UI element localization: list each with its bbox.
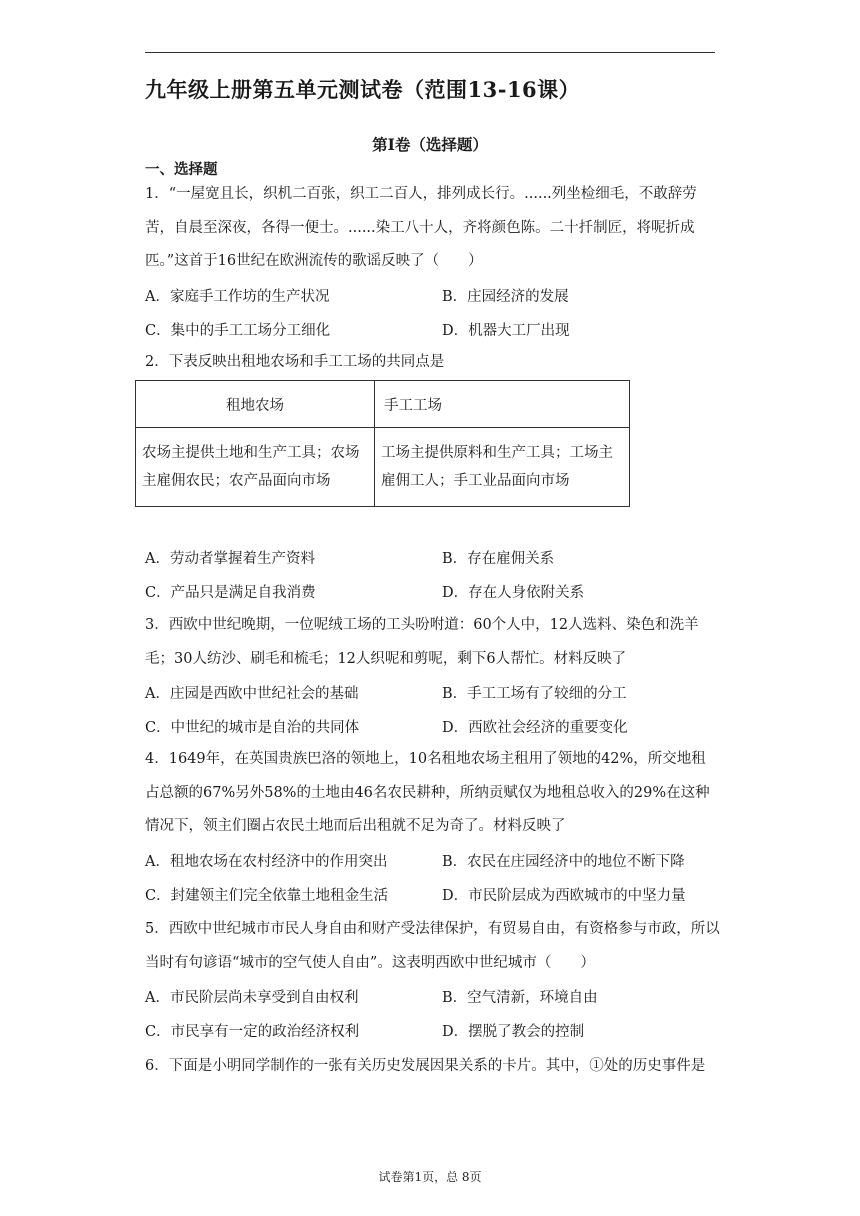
question-2-option-d: D．存在人身依附关系: [442, 584, 585, 601]
question-5-options: [145, 980, 720, 1047]
document-title: 九年级上册第五单元测试卷（范围13-16课）: [145, 77, 581, 102]
question-2-option-a: A．劳动者掌握着生产资料: [145, 551, 315, 568]
page-footer: 试卷第1页，总 8页: [378, 1170, 482, 1184]
question-1-stem: 1．“一屋宽且长，织机二百张，织工二百人，排列成长行。......列坐检细毛，不敢辞劳苦，自晨至深夜，各得一便士。......染工八十人，齐将颜色陈。二十扦制匠，将呢折成匹。”这首于16世纪在欧洲流传的歌谣反映了（ ）: [145, 186, 697, 269]
question-1-option-a: A．家庭手工作坊的生产状况: [145, 289, 330, 306]
question-2-stem: 2．下表反映出租地农场和手工工场的共同点是: [145, 354, 445, 370]
question-6-stem: 6．下面是小明同学制作的一张有关历史发展因果关系的卡片。其中，①处的历史事件是: [145, 1058, 706, 1074]
table-row: [136, 428, 630, 507]
top-rule: [145, 52, 715, 53]
question-5-option-d: D．摆脱了教会的控制: [442, 1023, 585, 1040]
question-1-option-d: D．机器大工厂出现: [442, 322, 570, 339]
section-title: 第Ⅰ卷（选择题）: [372, 135, 488, 154]
question-2-option-c: C．产品只是满足自我消费: [145, 584, 316, 601]
question-3-stem: 3．西欧中世纪晚期，一位呢绒工场的工头吩咐道：60个人中，12人选料、染色和洗羊毛；30人纺沙、刷毛和梳毛；12人织呢和剪呢，剩下6人帮忙。材料反映了: [145, 617, 699, 667]
table-header-workshop: 手工工场: [375, 381, 630, 428]
table-header-row: [136, 381, 630, 428]
question-5-option-a: A．市民阶层尚未享受到自由权利: [145, 990, 359, 1007]
question-4-option-d: D．市民阶层成为西欧城市的中坚力量: [442, 887, 686, 904]
question-4-option-a: A．租地农场在农村经济中的作用突出: [145, 854, 388, 871]
question-4-options: [145, 844, 720, 911]
question-1-options: [145, 279, 720, 346]
comparison-table: [135, 380, 630, 507]
question-3-option-c: C．中世纪的城市是自治的共同体: [145, 719, 360, 736]
question-5-option-c: C．市民享有一定的政治经济权利: [145, 1023, 360, 1040]
part-heading: 一、选择题: [145, 161, 218, 178]
question-3-option-b: B．手工工场有了较细的分工: [442, 686, 627, 703]
question-5-option-b: B．空气清新，环境自由: [442, 990, 598, 1007]
table-header-farm: 租地农场: [136, 381, 375, 428]
question-1-option-b: B．庄园经济的发展: [442, 289, 569, 306]
question-4-option-c: C．封建领主们完全依靠土地租金生活: [145, 887, 389, 904]
question-3-option-d: D．西欧社会经济的重要变化: [442, 719, 628, 736]
question-1-option-c: C．集中的手工工场分工细化: [145, 322, 331, 339]
question-2-options: [145, 541, 720, 608]
question-3-options: [145, 676, 720, 743]
table-cell-farm: 农场主提供土地和生产工具；农场主雇佣农民；农产品面向市场: [136, 428, 375, 507]
question-4-stem: 4．1649年，在英国贵族巴洛的领地上，10名租地农场主租用了领地的42%，所交地租占总额的67%另外58%的土地由46名农民耕种，所纳贡赋仅为地租总收入的29%在这种情况下，领主们圈占农民土地而后出租就不足为奇了。材料反映了: [145, 751, 710, 834]
question-3-option-a: A．庄园是西欧中世纪社会的基础: [145, 686, 359, 703]
table-cell-workshop: 工场主提供原料和生产工具；工场主雇佣工人；手工业品面向市场: [375, 428, 630, 507]
question-5-stem: 5．西欧中世纪城市市民人身自由和财产受法律保护，有贸易自由，有资格参与市政，所以当时有句谚语“城市的空气使人自由”。这表明西欧中世纪城市（ ）: [145, 921, 720, 971]
question-4-option-b: B．农民在庄园经济中的地位不断下降: [442, 854, 685, 871]
question-2-option-b: B．存在雇佣关系: [442, 551, 555, 568]
